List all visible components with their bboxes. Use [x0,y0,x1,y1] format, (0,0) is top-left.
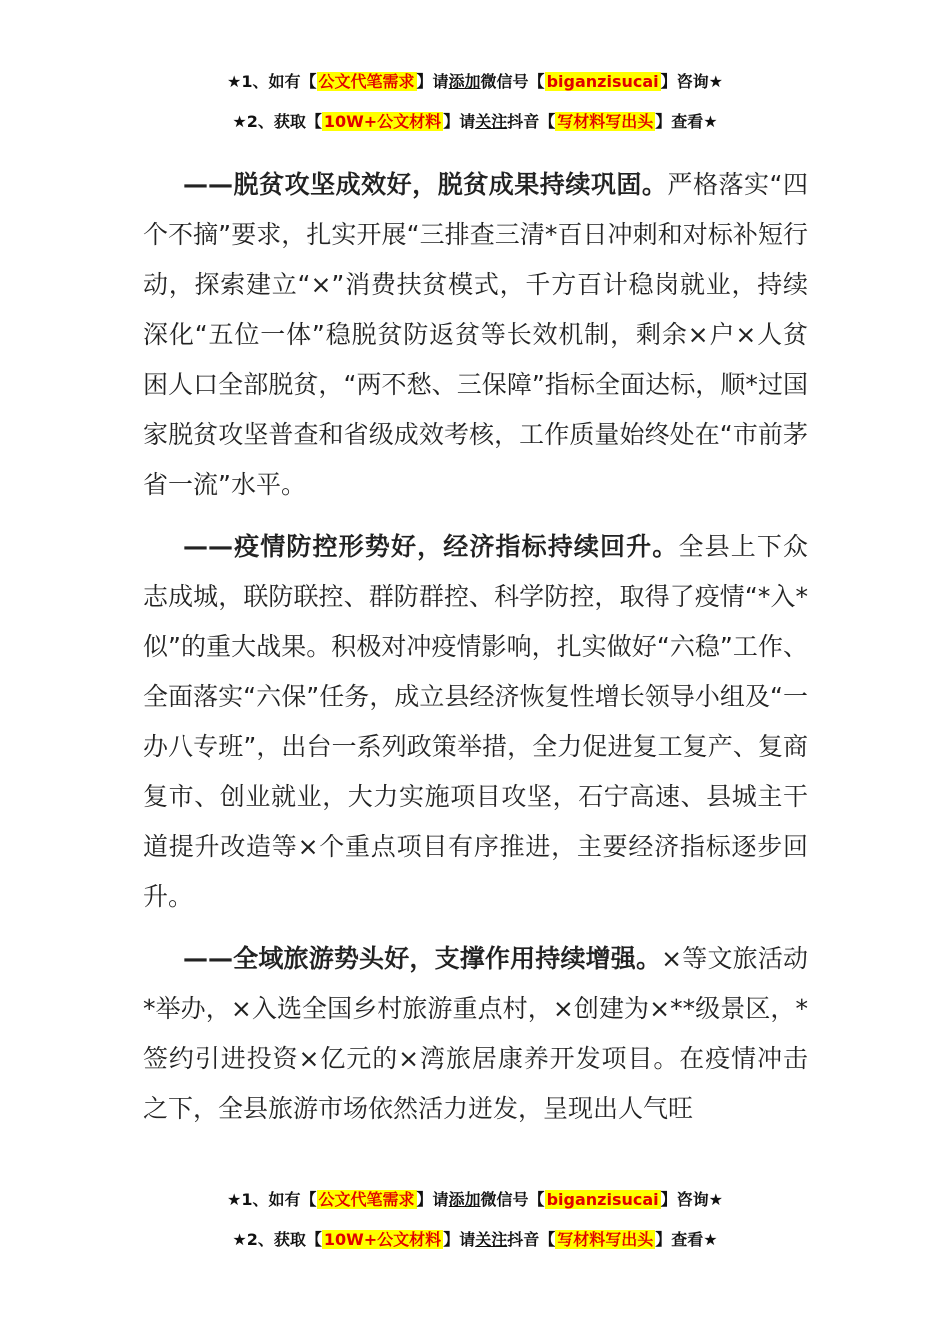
banner-text: 】咨询★ [660,1190,723,1209]
highlight-text: 公文代笔需求 [318,1190,415,1209]
underlined-text: 添加 [448,1190,481,1209]
banner-text: ★1、如有【 [227,72,317,91]
paragraph-text: 严格落实“四个不摘”要求，扎实开展“三排查三清*百日冲刺和对标补短行动，探索建立“×”消费扶贫模式，千方百计稳岗就业，持续深化“五位一体”稳脱贫防返贫等长效机制，剩余×户×人贫困人口全部脱贫，“两不愁、三保障”指标全面达标，顺*过国家脱贫攻坚普查和省级成效考核，工作质量始终处在“市前茅省一流”水平。 [143,170,808,499]
highlight-text: biganzisucai [546,1190,659,1209]
paragraph-lead: ——全域旅游势头好，支撑作用持续增强。 [183,944,662,973]
highlight-text: 10W+公文材料 [323,1230,442,1249]
paragraph-text: ×等文旅活动*举办，×入选全国乡村旅游重点村，×创建为×**级景区，*签约引进投资×亿元的×湾旅居康养开发项目。在疫情冲击之下，全县旅游市场依然活力迸发，呈现出人气旺 [143,944,808,1123]
underlined-text: 添加 [448,72,481,91]
banner-text: 】请 [443,112,476,131]
banner-text: 】请 [416,72,449,91]
highlight-text: 写材料写出头 [557,1230,654,1249]
highlight-text: 写材料写出头 [557,112,654,131]
paragraph-lead: ——疫情防控形势好，经济指标持续回升。 [183,532,679,561]
banner-line-2 [0,1220,950,1260]
banner-text: 抖音【 [507,112,556,131]
paragraph [143,160,808,510]
banner-text: 】请 [416,1190,449,1209]
banner-text: ★1、如有【 [227,1190,317,1209]
footer-banner [0,1180,950,1260]
underlined-text: 关注 [475,112,508,131]
banner-line-1 [0,1180,950,1220]
paragraph-lead: ——脱贫攻坚成效好，脱贫成果持续巩固。 [183,170,668,199]
document-body [143,160,808,1146]
highlight-text: biganzisucai [546,72,659,91]
highlight-text: 公文代笔需求 [318,72,415,91]
banner-text: 】查看★ [655,1230,718,1249]
banner-text: 】请 [443,1230,476,1249]
banner-text: ★2、获取【 [232,1230,322,1249]
underlined-text: 关注 [475,1230,508,1249]
banner-text: 微信号【 [480,72,545,91]
banner-text: 】咨询★ [660,72,723,91]
banner-line-2 [0,102,950,142]
header-banner [0,62,950,142]
paragraph [143,934,808,1134]
banner-line-1 [0,62,950,102]
paragraph-text: 全县上下众志成城，联防联控、群防群控、科学防控，取得了疫情“*入*似”的重大战果。积极对冲疫情影响，扎实做好“六稳”工作、全面落实“六保”任务，成立县经济恢复性增长领导小组及“一办八专班”，出台一系列政策举措，全力促进复工复产、复商复市、创业就业，大力实施项目攻坚，石宁高速、县城主干道提升改造等×个重点项目有序推进，主要经济指标逐步回升。 [143,532,808,911]
banner-text: 】查看★ [655,112,718,131]
paragraph [143,522,808,922]
banner-text: ★2、获取【 [232,112,322,131]
banner-text: 微信号【 [480,1190,545,1209]
highlight-text: 10W+公文材料 [323,112,442,131]
banner-text: 抖音【 [507,1230,556,1249]
